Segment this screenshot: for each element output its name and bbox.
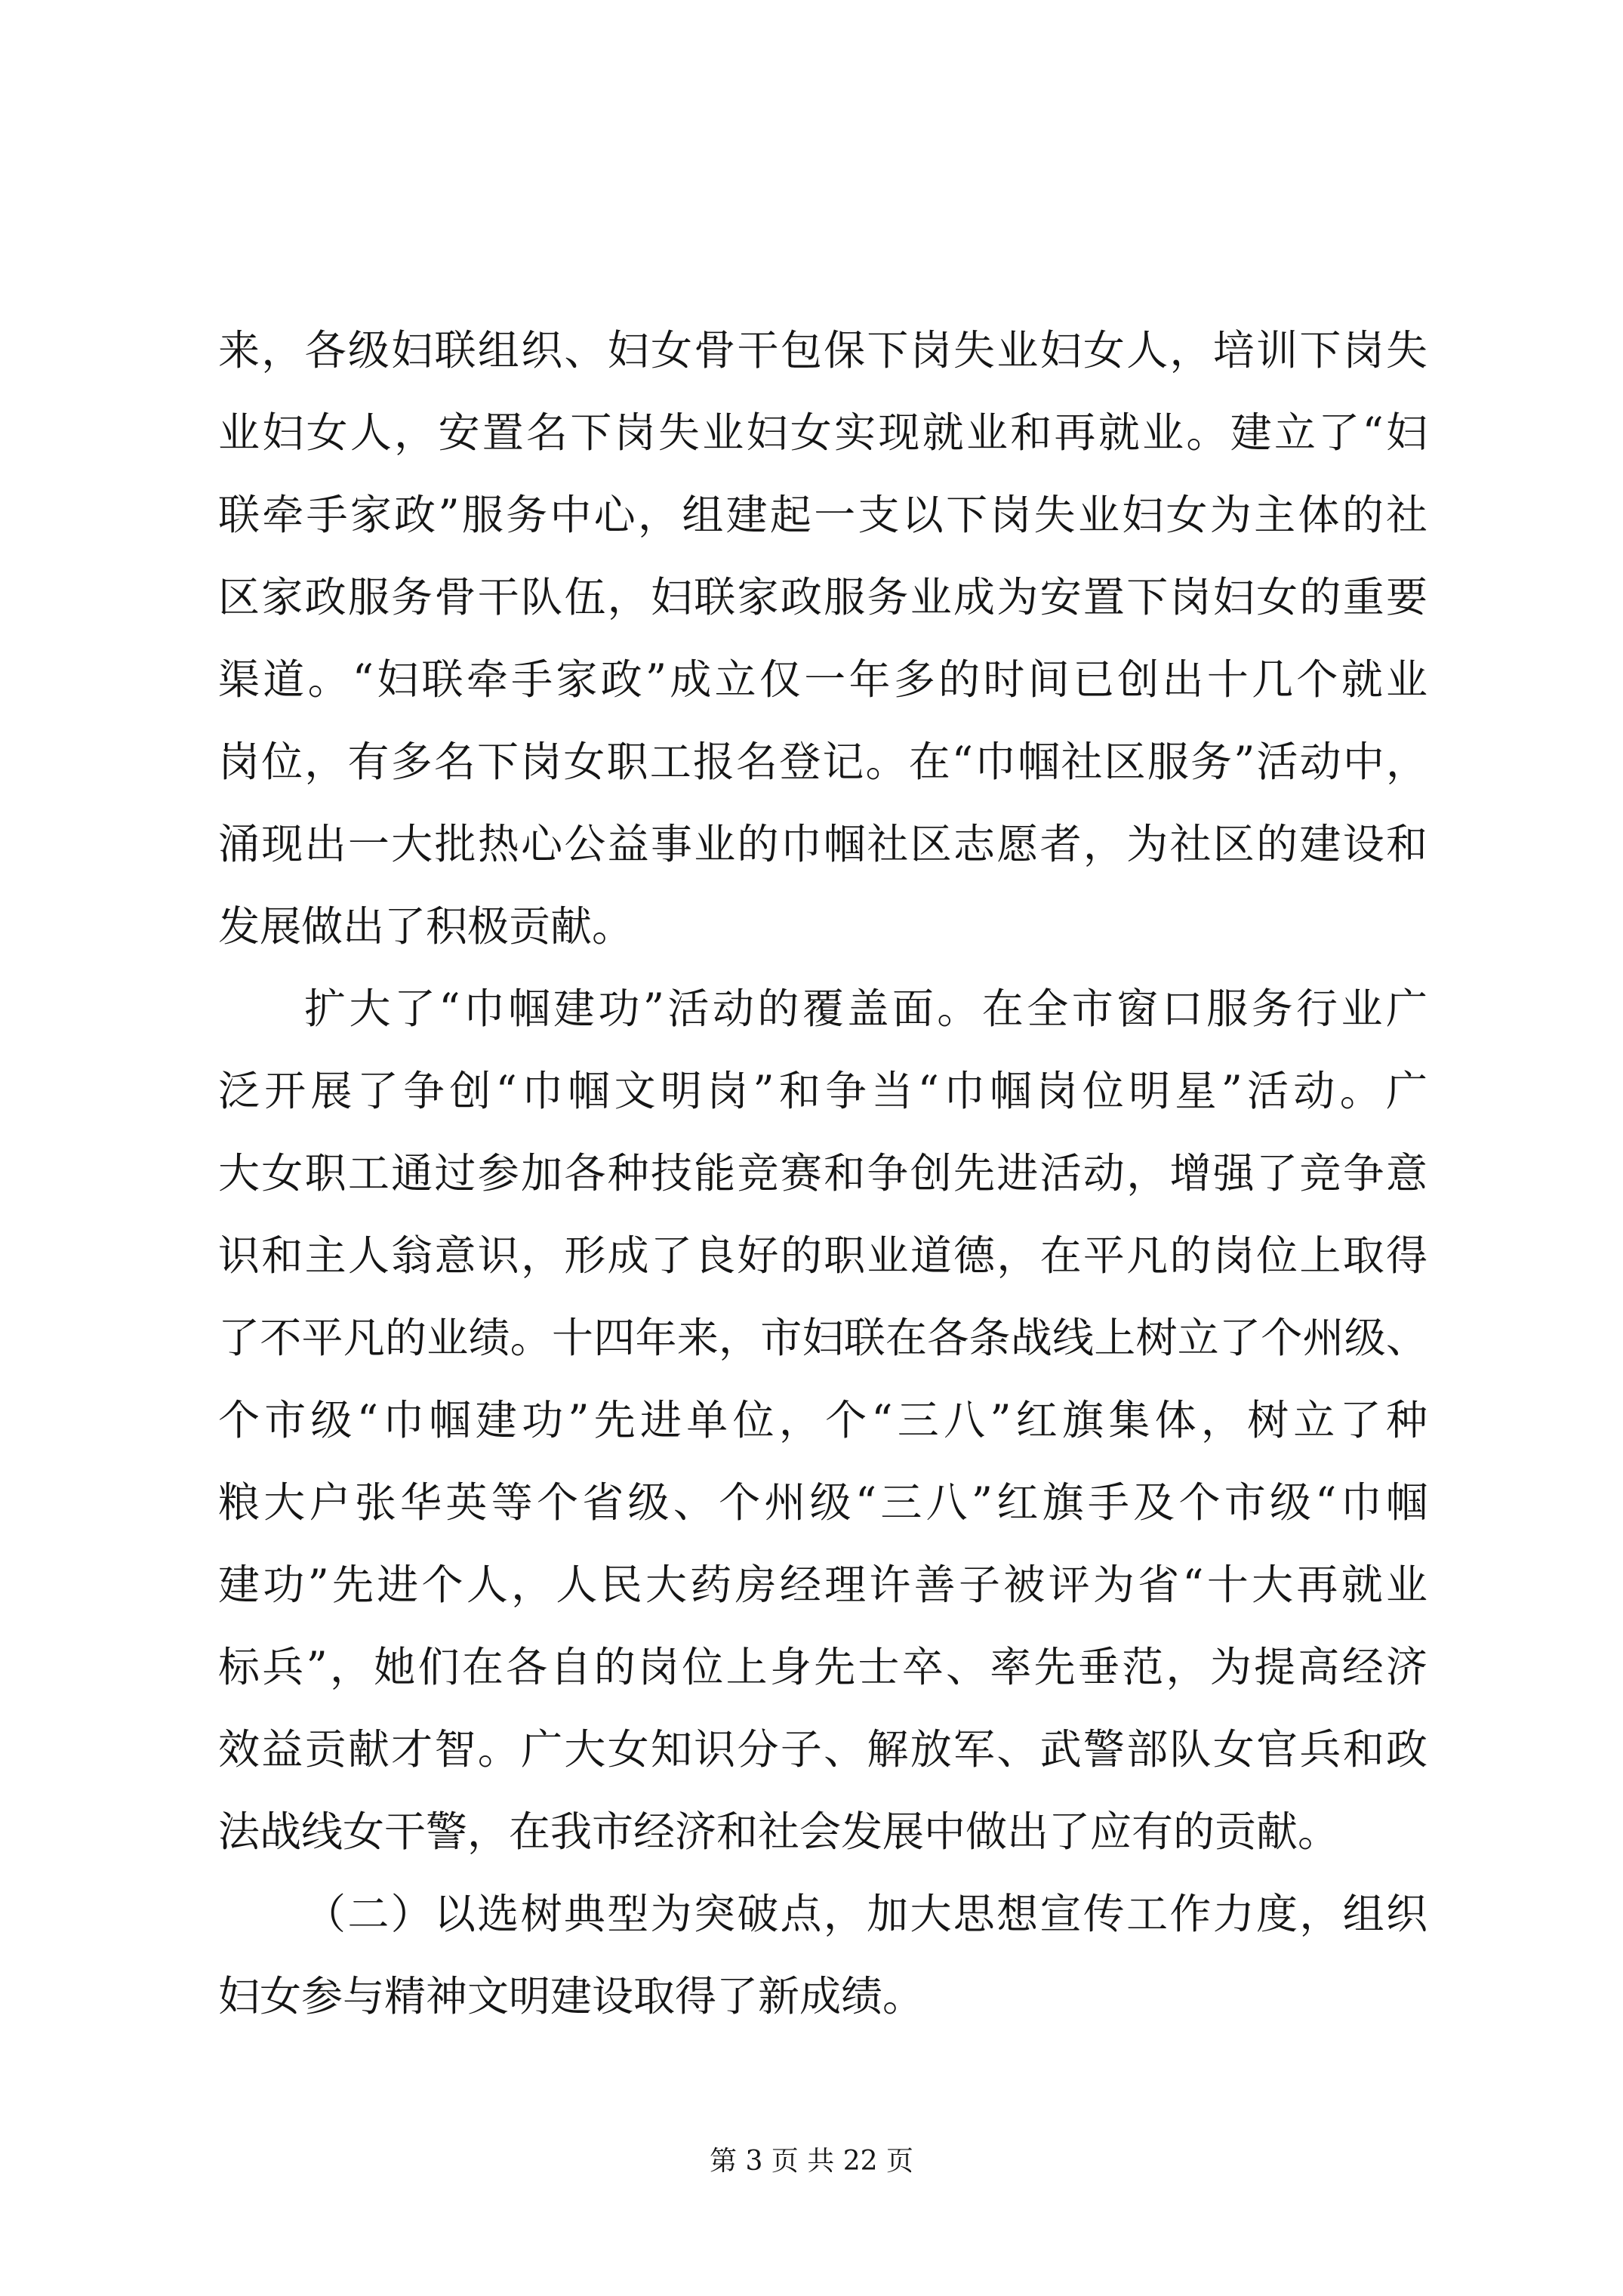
paragraph	[218, 968, 1427, 1873]
text-line: 识和主人翁意识，形成了良好的职业道德，在平凡的岗位上取得	[218, 1231, 1427, 1280]
text-line: 来，各级妇联组织、妇女骨干包保下岗失业妇女人，培训下岗失	[218, 326, 1427, 374]
text-line: 区家政服务骨干队伍，妇联家政服务业成为安置下岗妇女的重要	[218, 573, 1427, 621]
section-heading-line: 妇女参与精神文明建设取得了新成绩。	[218, 1972, 925, 2020]
text-line: 标兵”，她们在各自的岗位上身先士卒、率先垂范，为提高经济	[218, 1643, 1427, 1691]
text-line: 泛开展了争创“巾帼文明岗”和争当“巾帼岗位明星”活动。广	[218, 1067, 1427, 1115]
section-heading-line: （二）以选树典型为突破点，加大思想宣传工作力度，组织	[304, 1890, 1427, 1938]
text-line: 渠道。“妇联牵手家政”成立仅一年多的时间已创出十几个就业	[218, 655, 1427, 704]
text-line: 业妇女人，安置名下岗失业妇女实现就业和再就业。建立了“妇	[218, 408, 1427, 457]
body-text	[218, 310, 1427, 2038]
text-line: 了不平凡的业绩。十四年来，市妇联在各条战线上树立了个州级、	[218, 1314, 1427, 1362]
text-line: 个市级“巾帼建功”先进单位，个“三八”红旗集体，树立了种	[218, 1396, 1427, 1444]
paragraph	[218, 1873, 1427, 2038]
paragraph	[218, 310, 1427, 968]
text-line: 岗位，有多名下岗女职工报名登记。在“巾帼社区服务”活动中，	[218, 738, 1427, 786]
text-line: 建功”先进个人，人民大药房经理许善子被评为省“十大再就业	[218, 1561, 1427, 1609]
text-line: 法战线女干警，在我市经济和社会发展中做出了应有的贡献。	[218, 1808, 1340, 1856]
text-line: 扩大了“巾帼建功”活动的覆盖面。在全市窗口服务行业广	[304, 985, 1427, 1033]
text-line: 联牵手家政”服务中心，组建起一支以下岗失业妇女为主体的社	[218, 491, 1427, 539]
page-number: 第 3 页 共 22 页	[710, 2146, 913, 2177]
text-line: 效益贡献才智。广大女知识分子、解放军、武警部队女官兵和政	[218, 1725, 1427, 1774]
page-footer	[0, 2144, 1623, 2179]
text-line: 粮大户张华英等个省级、个州级“三八”红旗手及个市级“巾帼	[218, 1478, 1427, 1527]
text-line: 涌现出一大批热心公益事业的巾帼社区志愿者，为社区的建设和	[218, 820, 1427, 868]
text-line: 大女职工通过参加各种技能竞赛和争创先进活动，增强了竞争意	[218, 1149, 1427, 1197]
text-line: 发展做出了积极贡献。	[218, 902, 634, 951]
